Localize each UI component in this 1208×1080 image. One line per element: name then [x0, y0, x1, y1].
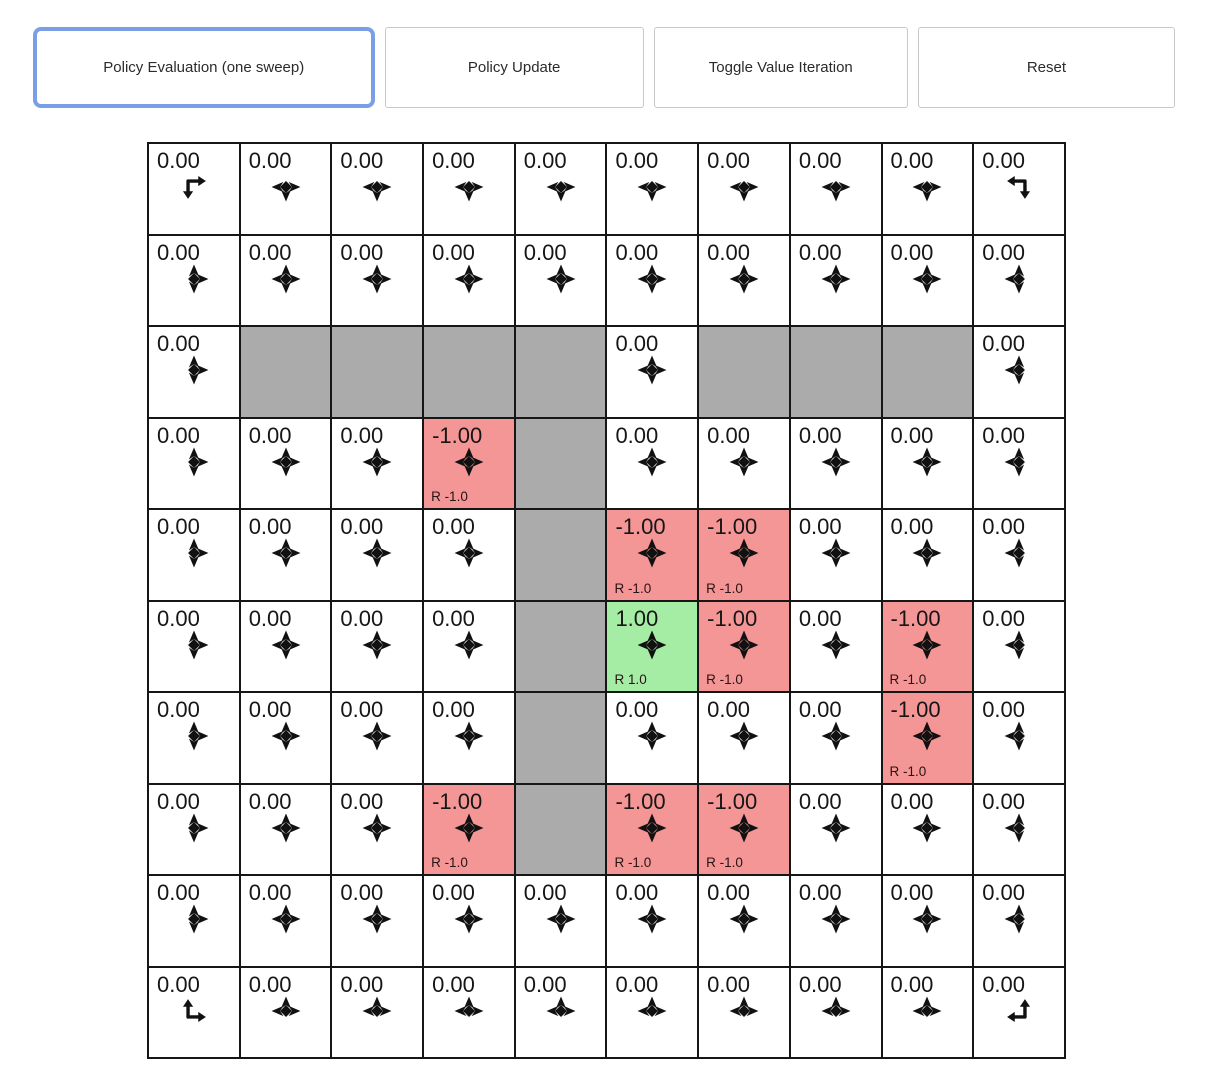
cell-value: 0.00 [890, 788, 934, 814]
grid-cell[interactable] [240, 967, 332, 1059]
policy-arrow-icon [635, 811, 669, 850]
cell-value: 0.00 [340, 422, 384, 448]
grid-cell[interactable] [240, 143, 332, 235]
cell-value: -1.00 [432, 788, 483, 814]
policy-arrow-icon [1002, 994, 1036, 1033]
cell-value: 0.00 [982, 148, 1026, 173]
cell-value: 0.00 [157, 514, 200, 539]
cell-value: 0.00 [890, 880, 934, 905]
cell-value: 0.00 [248, 880, 292, 905]
policy-arrow-icon [819, 811, 853, 850]
grid-cell[interactable] [973, 143, 1065, 235]
cell-value: 0.00 [798, 514, 842, 539]
policy-arrow-icon [544, 170, 578, 209]
policy-arrow-icon [727, 811, 761, 850]
grid-cell[interactable] [606, 418, 698, 510]
policy-arrow-icon [360, 902, 394, 941]
policy-arrow-icon [177, 811, 211, 850]
policy-update-button[interactable]: Policy Update [385, 27, 644, 108]
cell-reward-label: R -1.0 [614, 855, 652, 870]
cell-value: 0.00 [707, 697, 750, 722]
cell-value: 0.00 [707, 880, 750, 905]
policy-arrow-icon [452, 536, 486, 575]
policy-arrow-icon [910, 262, 944, 301]
cell-value: 0.00 [157, 239, 200, 265]
cell-value: 0.00 [798, 422, 842, 448]
cell-value: 0.00 [157, 331, 200, 356]
grid-cell[interactable] [240, 235, 332, 327]
policy-arrow-icon [635, 353, 669, 392]
grid-cell[interactable] [973, 235, 1065, 327]
policy-arrow-icon [452, 719, 486, 758]
policy-arrow-icon [1002, 719, 1036, 758]
cell-value: 0.00 [248, 971, 292, 997]
grid-cell[interactable] [790, 509, 882, 601]
grid-cell[interactable] [698, 143, 790, 235]
grid-cell[interactable] [331, 692, 423, 784]
grid-cell[interactable] [606, 692, 698, 784]
grid-cell[interactable] [606, 235, 698, 327]
cell-value: 0.00 [798, 971, 842, 997]
policy-arrow-icon [360, 170, 394, 209]
cell-value: -1.00 [707, 605, 758, 631]
grid-cell[interactable] [882, 235, 974, 327]
cell-value: 0.00 [157, 605, 200, 631]
grid-cell[interactable] [698, 235, 790, 327]
cell-value: 0.00 [432, 697, 475, 722]
policy-arrow-icon [269, 536, 303, 575]
policy-arrow-icon [635, 994, 669, 1033]
grid-cell[interactable] [606, 784, 698, 876]
cell-value: 0.00 [157, 971, 200, 997]
grid-cell[interactable] [790, 601, 882, 693]
cell-reward-label: R -1.0 [706, 672, 743, 687]
grid-cell-wall[interactable] [515, 418, 607, 510]
grid-cell[interactable] [606, 143, 698, 235]
policy-arrow-icon [452, 902, 486, 941]
grid-cell[interactable] [698, 692, 790, 784]
grid-cell[interactable] [882, 601, 974, 693]
policy-arrow-icon [727, 719, 761, 758]
grid-cell[interactable] [331, 601, 423, 693]
cell-value: 0.00 [615, 148, 659, 173]
policy-arrow-icon [1002, 902, 1036, 941]
grid-cell-wall[interactable] [240, 326, 332, 418]
policy-arrow-icon [452, 628, 486, 667]
grid-cell[interactable] [331, 143, 423, 235]
cell-reward-label: R -1.0 [706, 580, 743, 596]
grid-cell[interactable] [423, 509, 515, 601]
policy-arrow-icon [910, 902, 944, 941]
policy-arrow-icon [360, 262, 394, 301]
policy-arrow-icon [177, 445, 211, 484]
cell-value: 0.00 [340, 788, 384, 814]
cell-value: 0.00 [982, 605, 1026, 631]
policy-arrow-icon [269, 628, 303, 667]
policy-arrow-icon [177, 353, 211, 392]
cell-value: 0.00 [982, 971, 1026, 997]
cell-value: 0.00 [248, 422, 292, 448]
policy-arrow-icon [1002, 811, 1036, 850]
cell-value: 0.00 [707, 148, 750, 173]
grid-cell[interactable] [240, 875, 332, 967]
cell-value: 0.00 [890, 148, 934, 173]
cell-value: 0.00 [615, 880, 659, 905]
grid-cell[interactable] [423, 418, 515, 510]
policy-arrow-icon [819, 445, 853, 484]
grid-cell[interactable] [790, 784, 882, 876]
policy-arrow-icon [177, 536, 211, 575]
policy-arrow-icon [177, 902, 211, 941]
cell-value: 0.00 [340, 880, 384, 905]
policy-arrow-icon [910, 811, 944, 850]
cell-value: 0.00 [432, 605, 475, 631]
grid-cell[interactable] [973, 692, 1065, 784]
cell-value: 0.00 [523, 971, 567, 997]
grid-cell[interactable] [148, 601, 240, 693]
cell-value: -1.00 [707, 788, 758, 814]
cell-value: 0.00 [798, 605, 842, 631]
grid-cell-wall[interactable] [423, 326, 515, 418]
grid-cell-wall[interactable] [515, 601, 607, 693]
cell-reward-label: R -1.0 [431, 489, 468, 504]
cell-value: 0.00 [248, 788, 292, 814]
policy-arrow-icon [819, 262, 853, 301]
policy-arrow-icon [269, 902, 303, 941]
policy-arrow-icon [819, 628, 853, 667]
cell-value: -1.00 [615, 514, 666, 539]
policy-arrow-icon [177, 719, 211, 758]
policy-arrow-icon [1002, 262, 1036, 301]
policy-arrow-icon [910, 719, 944, 758]
policy-arrow-icon [727, 536, 761, 575]
grid-cell-wall[interactable] [515, 784, 607, 876]
grid-cell[interactable] [973, 967, 1065, 1059]
cell-value: -1.00 [707, 514, 758, 539]
cell-value: 0.00 [707, 422, 750, 448]
policy-arrow-icon [1002, 628, 1036, 667]
grid-cell-wall[interactable] [515, 326, 607, 418]
grid-cell[interactable] [698, 875, 790, 967]
cell-value: 0.00 [248, 239, 292, 265]
cell-value: 0.00 [890, 514, 934, 539]
cell-reward-label: R -1.0 [614, 580, 652, 596]
grid-cell[interactable] [698, 784, 790, 876]
policy-arrow-icon [1002, 536, 1036, 575]
grid-cell[interactable] [606, 967, 698, 1059]
grid-cell[interactable] [882, 875, 974, 967]
grid-cell[interactable] [515, 143, 607, 235]
policy-arrow-icon [727, 170, 761, 209]
grid-cell[interactable] [240, 692, 332, 784]
cell-value: 0.00 [798, 697, 842, 722]
policy-arrow-icon [819, 902, 853, 941]
policy-arrow-icon [269, 262, 303, 301]
policy-arrow-icon [269, 719, 303, 758]
grid-cell[interactable] [973, 875, 1065, 967]
grid-cell[interactable] [698, 967, 790, 1059]
policy-arrow-icon [1002, 170, 1036, 209]
policy-arrow-icon [360, 994, 394, 1033]
policy-arrow-icon [910, 628, 944, 667]
cell-value: 0.00 [615, 422, 659, 448]
grid-cell[interactable] [790, 967, 882, 1059]
grid-cell-wall[interactable] [515, 692, 607, 784]
grid-cell[interactable] [331, 784, 423, 876]
grid-cell[interactable] [790, 143, 882, 235]
cell-value: 0.00 [432, 514, 475, 539]
cell-value: 0.00 [248, 148, 292, 173]
grid-cell[interactable] [790, 875, 882, 967]
grid-cell[interactable] [240, 418, 332, 510]
grid-cell[interactable] [973, 601, 1065, 693]
cell-value: 0.00 [615, 239, 659, 265]
cell-reward-label: R -1.0 [431, 855, 468, 870]
policy-arrow-icon [910, 445, 944, 484]
grid-cell[interactable] [790, 418, 882, 510]
grid-cell[interactable] [148, 143, 240, 235]
grid-cell[interactable] [882, 509, 974, 601]
grid-cell[interactable] [973, 418, 1065, 510]
grid-cell[interactable] [331, 235, 423, 327]
grid-cell[interactable] [423, 875, 515, 967]
grid-cell-wall[interactable] [515, 509, 607, 601]
policy-arrow-icon [452, 262, 486, 301]
grid-cell[interactable] [240, 509, 332, 601]
grid-cell[interactable] [606, 875, 698, 967]
policy-arrow-icon [1002, 445, 1036, 484]
cell-value: 0.00 [615, 331, 659, 356]
cell-value: 0.00 [157, 788, 200, 814]
grid-cell[interactable] [698, 418, 790, 510]
cell-value: -1.00 [432, 422, 483, 448]
grid-cell[interactable] [698, 601, 790, 693]
cell-value: 0.00 [248, 697, 292, 722]
toolbar [33, 27, 1175, 108]
grid-cell[interactable] [148, 509, 240, 601]
grid-cell[interactable] [240, 784, 332, 876]
cell-value: 0.00 [798, 788, 842, 814]
grid-cell[interactable] [331, 418, 423, 510]
cell-value: 0.00 [982, 422, 1026, 448]
reset-button[interactable]: Reset [918, 27, 1175, 108]
policy-arrow-icon [910, 994, 944, 1033]
policy-arrow-icon [727, 262, 761, 301]
policy-arrow-icon [360, 536, 394, 575]
cell-value: 0.00 [982, 514, 1026, 539]
policy-arrow-icon [727, 994, 761, 1033]
grid-cell[interactable] [331, 967, 423, 1059]
grid-cell[interactable] [148, 235, 240, 327]
cell-value: 0.00 [615, 971, 659, 997]
policy-arrow-icon [727, 445, 761, 484]
grid-cell[interactable] [882, 143, 974, 235]
gridworld [147, 142, 1066, 1059]
cell-value: 0.00 [432, 148, 475, 173]
cell-value: 0.00 [798, 148, 842, 173]
toggle-value-iteration-button[interactable]: Toggle Value Iteration [654, 27, 908, 108]
grid-cell[interactable] [790, 235, 882, 327]
cell-value: 0.00 [340, 697, 384, 722]
policy-arrow-icon [360, 719, 394, 758]
grid-cell[interactable] [606, 509, 698, 601]
policy-arrow-icon [360, 811, 394, 850]
grid-cell-wall[interactable] [790, 326, 882, 418]
grid-cell[interactable] [423, 692, 515, 784]
grid-cell[interactable] [882, 418, 974, 510]
grid-cell[interactable] [973, 784, 1065, 876]
cell-value: 0.00 [157, 697, 200, 722]
cell-value: 0.00 [340, 514, 384, 539]
cell-value: 0.00 [523, 148, 567, 173]
grid-cell[interactable] [515, 235, 607, 327]
grid-cell[interactable] [148, 784, 240, 876]
cell-reward-label: R -1.0 [889, 672, 927, 687]
grid-cell[interactable] [515, 875, 607, 967]
cell-value: 0.00 [707, 239, 750, 265]
grid-cell[interactable] [331, 875, 423, 967]
policy-arrow-icon [177, 994, 211, 1033]
policy-arrow-icon [819, 719, 853, 758]
policy-arrow-icon [269, 170, 303, 209]
cell-value: 0.00 [523, 880, 567, 905]
policy-arrow-icon [727, 902, 761, 941]
policy-arrow-icon [177, 628, 211, 667]
cell-value: 0.00 [432, 239, 475, 265]
policy-arrow-icon [910, 170, 944, 209]
cell-value: -1.00 [890, 697, 941, 722]
cell-value: 0.00 [982, 697, 1026, 722]
policy-arrow-icon [544, 902, 578, 941]
grid-cell-wall[interactable] [882, 326, 974, 418]
grid-cell[interactable] [606, 326, 698, 418]
grid-cell-wall[interactable] [331, 326, 423, 418]
policy-arrow-icon [635, 262, 669, 301]
policy-arrow-icon [177, 170, 211, 209]
policy-arrow-icon [360, 628, 394, 667]
policy-arrow-icon [819, 170, 853, 209]
policy-evaluation-button[interactable]: Policy Evaluation (one sweep) [33, 27, 375, 108]
policy-arrow-icon [360, 445, 394, 484]
grid-cell[interactable] [148, 967, 240, 1059]
cell-value: 0.00 [982, 239, 1026, 265]
cell-value: 0.00 [248, 605, 292, 631]
cell-value: -1.00 [890, 605, 941, 631]
cell-value: 0.00 [982, 788, 1026, 814]
policy-arrow-icon [819, 536, 853, 575]
policy-arrow-icon [635, 170, 669, 209]
policy-arrow-icon [452, 994, 486, 1033]
grid-cell[interactable] [423, 235, 515, 327]
policy-arrow-icon [452, 811, 486, 850]
policy-arrow-icon [635, 628, 669, 667]
policy-arrow-icon [635, 445, 669, 484]
grid-cell[interactable] [148, 418, 240, 510]
cell-value: 0.00 [340, 148, 384, 173]
grid-cell[interactable] [973, 326, 1065, 418]
policy-arrow-icon [544, 994, 578, 1033]
policy-arrow-icon [452, 170, 486, 209]
policy-arrow-icon [819, 994, 853, 1033]
cell-value: 0.00 [340, 971, 384, 997]
grid-cell[interactable] [148, 692, 240, 784]
cell-value: -1.00 [615, 788, 666, 814]
cell-reward-label: R 1.0 [614, 672, 647, 687]
cell-value: 0.00 [890, 422, 934, 448]
cell-value: 0.00 [982, 880, 1026, 905]
cell-value: 0.00 [432, 971, 475, 997]
grid-cell[interactable] [606, 601, 698, 693]
grid-cell[interactable] [882, 784, 974, 876]
grid-cell[interactable] [973, 509, 1065, 601]
grid-cell[interactable] [423, 143, 515, 235]
grid-cell[interactable] [698, 509, 790, 601]
grid-cell[interactable] [882, 692, 974, 784]
cell-reward-label: R -1.0 [706, 855, 743, 870]
grid-cell[interactable] [148, 875, 240, 967]
policy-arrow-icon [452, 445, 486, 484]
policy-arrow-icon [177, 262, 211, 301]
cell-value: 0.00 [523, 239, 567, 265]
policy-arrow-icon [727, 628, 761, 667]
cell-value: 0.00 [340, 605, 384, 631]
cell-value: 0.00 [798, 880, 842, 905]
cell-value: 0.00 [615, 697, 659, 722]
grid-cell[interactable] [423, 967, 515, 1059]
grid-cell[interactable] [423, 601, 515, 693]
grid-cell[interactable] [331, 509, 423, 601]
policy-arrow-icon [269, 994, 303, 1033]
policy-arrow-icon [544, 262, 578, 301]
cell-value: 0.00 [798, 239, 842, 265]
grid-cell[interactable] [882, 967, 974, 1059]
grid-cell[interactable] [423, 784, 515, 876]
grid-cell[interactable] [148, 326, 240, 418]
grid-cell[interactable] [240, 601, 332, 693]
cell-value: 0.00 [890, 239, 934, 265]
cell-reward-label: R -1.0 [889, 763, 927, 779]
grid-cell-wall[interactable] [698, 326, 790, 418]
grid-cell[interactable] [790, 692, 882, 784]
cell-value: 0.00 [707, 971, 750, 997]
cell-value: 1.00 [615, 605, 659, 631]
policy-arrow-icon [635, 536, 669, 575]
policy-arrow-icon [910, 536, 944, 575]
cell-value: 0.00 [982, 331, 1026, 356]
cell-value: 0.00 [157, 880, 200, 905]
policy-arrow-icon [269, 445, 303, 484]
policy-arrow-icon [635, 902, 669, 941]
policy-arrow-icon [1002, 353, 1036, 392]
policy-arrow-icon [635, 719, 669, 758]
cell-value: 0.00 [157, 148, 200, 173]
cell-value: 0.00 [432, 880, 475, 905]
cell-value: 0.00 [157, 422, 200, 448]
cell-value: 0.00 [340, 239, 384, 265]
cell-value: 0.00 [890, 971, 934, 997]
cell-value: 0.00 [248, 514, 292, 539]
grid-cell[interactable] [515, 967, 607, 1059]
policy-arrow-icon [269, 811, 303, 850]
